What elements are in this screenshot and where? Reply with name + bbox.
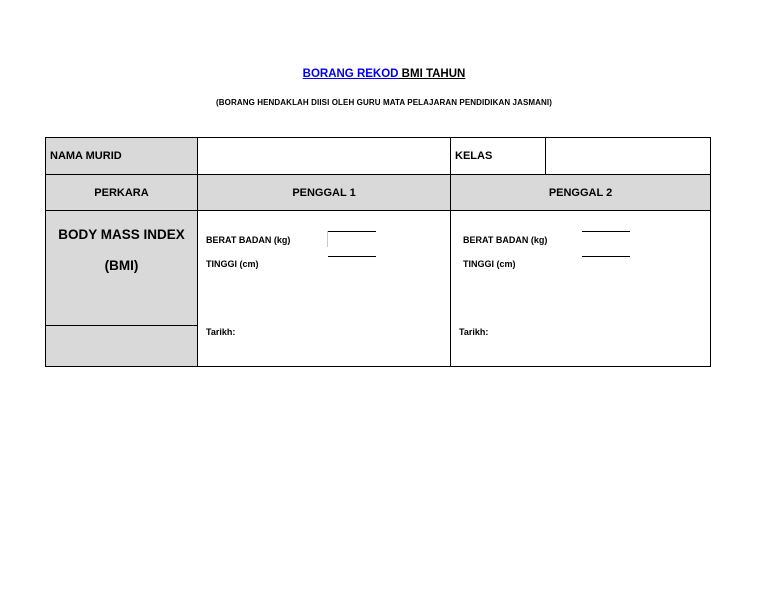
tarikh-label-p1: Tarikh: xyxy=(206,327,236,337)
tinggi-field-p2[interactable] xyxy=(582,256,630,257)
nama-murid-field[interactable] xyxy=(198,138,451,175)
table-row xyxy=(46,211,711,326)
penggal-1-cell xyxy=(198,211,451,367)
berat-badan-field-p1[interactable] xyxy=(328,231,376,232)
form-title xyxy=(0,68,768,80)
nama-murid-label: NAMA MURID xyxy=(46,138,198,175)
berat-badan-label-p2: BERAT BADAN (kg) xyxy=(463,235,548,245)
form-subtitle: (BORANG HENDAKLAH DIISI OLEH GURU MATA PELAJARAN PENDIDIKAN JASMANI) xyxy=(216,98,552,107)
table-row xyxy=(46,175,711,211)
tinggi-label-p1: TINGGI (cm) xyxy=(206,259,259,269)
bmi-value-cell xyxy=(46,326,198,367)
kelas-field[interactable] xyxy=(546,138,711,175)
tarikh-label-p2: Tarikh: xyxy=(459,327,489,337)
tinggi-label-p2: TINGGI (cm) xyxy=(463,259,516,269)
penggal-2-header: PENGGAL 2 xyxy=(451,175,711,211)
bmi-record-table xyxy=(45,137,711,367)
tinggi-field-p1[interactable] xyxy=(328,256,376,257)
berat-badan-field-p2[interactable] xyxy=(582,231,630,232)
title-text: BMI TAHUN xyxy=(398,68,466,80)
bmi-label-line1: BODY MASS INDEX xyxy=(58,227,185,242)
title-link[interactable]: BORANG REKOD xyxy=(302,68,399,80)
cursor-mark xyxy=(327,231,328,247)
kelas-label: KELAS xyxy=(451,138,546,175)
penggal-2-cell xyxy=(451,211,711,367)
berat-badan-label-p1: BERAT BADAN (kg) xyxy=(206,235,291,245)
bmi-label-cell xyxy=(46,211,198,326)
penggal-1-header: PENGGAL 1 xyxy=(198,175,451,211)
table-row xyxy=(46,138,711,175)
perkara-header: PERKARA xyxy=(46,175,198,211)
bmi-label-line2: (BMI) xyxy=(104,258,139,273)
